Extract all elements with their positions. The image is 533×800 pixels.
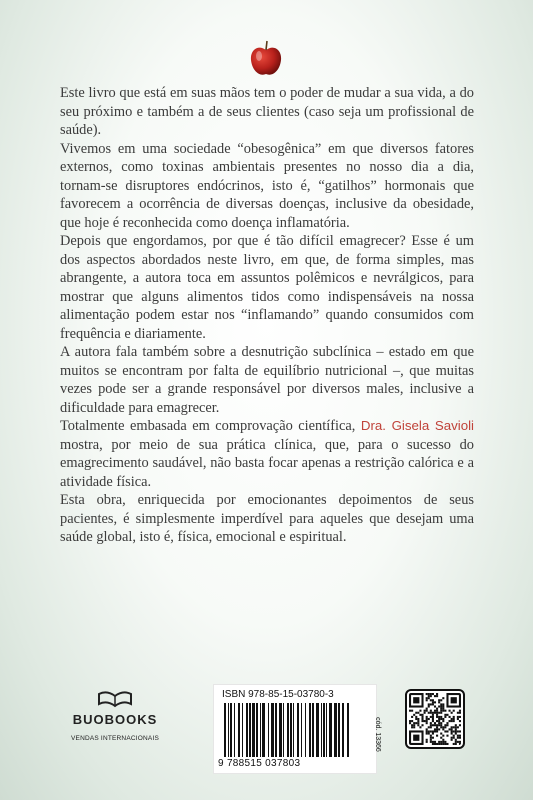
internal-code: cód. 13366 <box>373 717 381 752</box>
qr-module <box>411 726 413 728</box>
qr-module <box>438 722 440 724</box>
qr-module <box>426 697 428 699</box>
qr-module <box>430 699 432 701</box>
barcode-bar <box>316 703 319 757</box>
qr-module <box>457 741 459 743</box>
qr-module <box>430 724 432 726</box>
qr-module <box>446 730 448 732</box>
book-logo-icon <box>95 690 135 710</box>
qr-module <box>426 716 428 718</box>
qr-module <box>428 730 430 732</box>
qr-module <box>446 722 448 724</box>
qr-module <box>444 710 446 712</box>
qr-module <box>440 718 442 720</box>
qr-module <box>444 714 446 716</box>
qr-module <box>417 712 419 714</box>
qr-module <box>446 735 448 737</box>
qr-module <box>409 710 411 712</box>
qr-module <box>419 726 421 728</box>
qr-module <box>434 710 436 712</box>
qr-module <box>434 730 436 732</box>
qr-module <box>432 720 434 722</box>
qr-module <box>459 741 461 743</box>
qr-module <box>430 712 432 714</box>
qr-module <box>453 720 455 722</box>
qr-module <box>440 741 442 743</box>
paragraph-6: Esta obra, enriquecida por emocionantes depoimentos de seus pacientes, é simplesmente imperdível para aqueles que desejam uma saúde global, isto é, física, emocional e espiritual. <box>60 492 474 545</box>
qr-module <box>430 737 432 739</box>
qr-module <box>432 701 434 703</box>
qr-module <box>413 726 415 728</box>
qr-module <box>432 703 434 705</box>
qr-module <box>440 737 442 739</box>
qr-module <box>432 716 434 718</box>
qr-module <box>430 726 432 728</box>
barcode-bar <box>338 703 340 757</box>
qr-module <box>451 718 453 720</box>
qr-module <box>432 741 434 743</box>
paragraph-5-start: Totalmente embasada em comprovação científica, <box>60 418 361 434</box>
qr-module <box>442 739 444 741</box>
qr-module <box>459 712 461 714</box>
barcode-bar <box>342 703 344 757</box>
barcode-digits: 9 788515 037803 <box>218 758 301 769</box>
qr-module <box>428 705 430 707</box>
barcode-bar <box>275 703 277 757</box>
qr-module <box>457 718 459 720</box>
qr-module <box>426 720 428 722</box>
qr-module <box>430 735 432 737</box>
qr-module <box>459 735 461 737</box>
qr-module <box>430 722 432 724</box>
qr-module <box>453 735 455 737</box>
paragraph-1: Este livro que está em suas mãos tem o poder de mudar a sua vida, a do seu próximo e também a de seus clientes (caso seja um profissional de saúde). <box>60 85 474 138</box>
qr-module <box>455 743 457 745</box>
qr-module <box>453 730 455 732</box>
qr-module <box>442 741 444 743</box>
qr-module <box>426 710 428 712</box>
qr-module <box>428 718 430 720</box>
qr-module <box>434 705 436 707</box>
barcode-bars <box>222 703 352 757</box>
qr-module <box>442 720 444 722</box>
qr-module <box>446 724 448 726</box>
qr-module <box>432 718 434 720</box>
qr-module <box>440 743 442 745</box>
paragraph-4: A autora fala também sobre a desnutrição subclínica – estado em que muitos se encontram por falta de equilíbrio nutricional –, que muitas vezes pode ser a grande responsável por diversos males, inclusive a dificuldade para emagrecer. <box>60 344 474 416</box>
qr-module <box>426 722 428 724</box>
qr-module <box>455 741 457 743</box>
barcode-bar <box>246 703 248 757</box>
barcode-bar <box>249 703 251 757</box>
apple-icon <box>248 38 284 78</box>
qr-module <box>451 726 453 728</box>
barcode-bar <box>293 703 294 757</box>
qr-module <box>444 724 446 726</box>
barcode-bar <box>297 703 299 757</box>
qr-module <box>442 718 444 720</box>
qr-module <box>442 708 444 710</box>
qr-module <box>413 722 415 724</box>
qr-module <box>436 735 438 737</box>
barcode-bar <box>271 703 274 757</box>
qr-module <box>438 741 440 743</box>
qr-module <box>436 693 438 695</box>
qr-module <box>436 724 438 726</box>
qr-module <box>417 724 419 726</box>
qr-module <box>419 714 421 716</box>
qr-module <box>442 743 444 745</box>
paragraph-3: Depois que engordamos, por que é tão difícil emagrecer? Esse é um dos aspectos abordados neste livro, em que, de forma simples, mas abrangente, a autora toca em assuntos polêmicos e nevrálgicos, para mostrar que alguns alimentos tidos como indispensáveis na nossa alimentação podem estar nos “inflamando” quando consumidos com frequência e diariamente. <box>60 233 474 342</box>
qr-module <box>409 720 411 722</box>
barcode-bar <box>321 703 322 757</box>
qr-module <box>440 733 442 735</box>
qr-module <box>453 726 455 728</box>
qr-module <box>453 716 455 718</box>
qr-module <box>455 726 457 728</box>
qr-module <box>432 714 434 716</box>
qr-module <box>411 716 413 718</box>
qr-module <box>413 724 415 726</box>
qr-module <box>455 739 457 741</box>
qr-module <box>426 733 428 735</box>
qr-module <box>434 701 436 703</box>
qr-module <box>436 716 438 718</box>
barcode-bar <box>279 703 282 757</box>
qr-module <box>432 737 434 739</box>
qr-module <box>459 720 461 722</box>
paragraph-5 <box>60 417 474 491</box>
qr-module <box>415 716 417 718</box>
qr-module <box>442 735 444 737</box>
qr-module <box>451 730 453 732</box>
qr-module <box>451 728 453 730</box>
qr-module <box>415 718 417 720</box>
qr-module <box>459 730 461 732</box>
back-cover-text <box>60 84 474 547</box>
barcode-bar <box>329 703 332 757</box>
barcode-bar <box>238 703 240 757</box>
qr-module <box>459 737 461 739</box>
qr-module <box>413 714 415 716</box>
qr-module <box>430 710 432 712</box>
barcode-bar <box>230 703 232 757</box>
qr-module <box>451 739 453 741</box>
qr-module <box>438 712 440 714</box>
qr-module <box>440 703 442 705</box>
barcode-bar <box>301 703 302 757</box>
barcode-bar <box>256 703 258 757</box>
qr-module <box>432 733 434 735</box>
qr-module <box>434 722 436 724</box>
qr-module <box>428 703 430 705</box>
qr-module <box>419 710 421 712</box>
qr-module <box>449 728 451 730</box>
qr-module <box>417 718 419 720</box>
qr-module <box>430 716 432 718</box>
qr-module <box>436 714 438 716</box>
qr-module <box>453 718 455 720</box>
qr-module <box>434 712 436 714</box>
isbn-label: ISBN 978-85-15-03780-3 <box>222 689 334 700</box>
barcode-bar <box>312 703 314 757</box>
barcode-bar <box>347 703 349 757</box>
qr-module <box>440 724 442 726</box>
qr-module <box>442 728 444 730</box>
qr-module <box>426 699 428 701</box>
qr-module <box>428 712 430 714</box>
barcode-bar <box>287 703 289 757</box>
barcode-bar <box>326 703 327 757</box>
barcode-bar <box>323 703 325 757</box>
qr-module <box>459 716 461 718</box>
qr-module <box>440 699 442 701</box>
qr-module <box>444 730 446 732</box>
qr-module <box>415 712 417 714</box>
qr-module <box>457 726 459 728</box>
author-name: Dra. Gisela Savioli <box>360 418 475 433</box>
qr-module <box>426 730 428 732</box>
qr-module <box>421 724 423 726</box>
qr-module <box>436 728 438 730</box>
qr-module <box>451 733 453 735</box>
barcode-bar <box>290 703 292 757</box>
qr-finder <box>413 735 419 741</box>
qr-module <box>449 716 451 718</box>
qr-code-icon <box>405 689 465 749</box>
qr-module <box>457 735 459 737</box>
qr-module <box>434 741 436 743</box>
qr-module <box>442 705 444 707</box>
barcode-bar <box>224 703 226 757</box>
qr-module <box>430 703 432 705</box>
barcode-bar <box>252 703 255 757</box>
qr-module <box>424 710 426 712</box>
publisher-brand: BUOBOOKS <box>72 712 158 727</box>
qr-module <box>438 724 440 726</box>
qr-module <box>432 712 434 714</box>
qr-module <box>434 743 436 745</box>
paragraph-5-end: mostra, por meio de sua prática clínica, que, para o sucesso do emagrecimento saudável, não basta focar apenas a restrição calórica e a atividade física. <box>60 436 474 490</box>
qr-module <box>417 720 419 722</box>
qr-module <box>438 701 440 703</box>
qr-module <box>426 741 428 743</box>
qr-module <box>430 741 432 743</box>
barcode-bar <box>309 703 311 757</box>
barcode-bar <box>228 703 229 757</box>
qr-module <box>436 695 438 697</box>
barcode-panel <box>213 684 381 774</box>
qr-module <box>438 705 440 707</box>
qr-module <box>436 710 438 712</box>
qr-module <box>457 730 459 732</box>
qr-module <box>411 724 413 726</box>
qr-module <box>438 728 440 730</box>
qr-module <box>436 730 438 732</box>
qr-module <box>440 710 442 712</box>
qr-module <box>434 695 436 697</box>
qr-module <box>453 743 455 745</box>
qr-module <box>451 720 453 722</box>
qr-module <box>434 724 436 726</box>
qr-finder <box>451 697 457 703</box>
qr-module <box>444 743 446 745</box>
qr-module <box>440 708 442 710</box>
qr-module <box>432 724 434 726</box>
qr-module <box>421 720 423 722</box>
qr-module <box>409 722 411 724</box>
qr-module <box>440 722 442 724</box>
publisher-logo <box>70 690 160 750</box>
qr-module <box>436 708 438 710</box>
qr-module <box>411 720 413 722</box>
qr-module <box>442 710 444 712</box>
qr-module <box>449 720 451 722</box>
qr-module <box>430 693 432 695</box>
barcode-bar <box>234 703 235 757</box>
barcode-bar <box>334 703 337 757</box>
qr-module <box>428 733 430 735</box>
qr-module <box>451 737 453 739</box>
barcode-bar <box>283 703 284 757</box>
qr-module <box>426 739 428 741</box>
qr-module <box>453 737 455 739</box>
qr-module <box>455 724 457 726</box>
qr-module <box>432 743 434 745</box>
qr-module <box>457 712 459 714</box>
qr-module <box>438 716 440 718</box>
qr-module <box>440 705 442 707</box>
qr-module <box>432 693 434 695</box>
qr-module <box>455 728 457 730</box>
qr-module <box>440 712 442 714</box>
barcode-bar <box>268 703 269 757</box>
qr-module <box>444 716 446 718</box>
qr-module <box>432 730 434 732</box>
qr-module <box>428 697 430 699</box>
qr-module <box>436 743 438 745</box>
qr-module <box>442 703 444 705</box>
qr-module <box>444 726 446 728</box>
qr-module <box>457 716 459 718</box>
qr-module <box>436 726 438 728</box>
qr-module <box>426 718 428 720</box>
qr-module <box>446 714 448 716</box>
qr-module <box>430 730 432 732</box>
qr-module <box>440 716 442 718</box>
qr-module <box>442 726 444 728</box>
qr-module <box>432 699 434 701</box>
qr-module <box>455 733 457 735</box>
qr-module <box>459 724 461 726</box>
qr-module <box>421 718 423 720</box>
qr-module <box>424 712 426 714</box>
qr-module <box>421 716 423 718</box>
paragraph-2: Vivemos em uma sociedade “obesogênica” em que diversos fatores externos, como toxinas ambientais presentes no nosso dia a dia, tornam-se disruptores endócrinos, isto é, “gatilhos” hormonais que favorecem a ocorrência de diversas doenças, inclusive da obesidade, que hoje é reconhecida como doença inflamatória. <box>60 140 474 231</box>
qr-module <box>428 726 430 728</box>
qr-module <box>428 695 430 697</box>
barcode-bar <box>242 703 243 757</box>
qr-module <box>451 712 453 714</box>
qr-module <box>426 708 428 710</box>
qr-finder <box>413 697 419 703</box>
qr-module <box>442 697 444 699</box>
qr-module <box>438 718 440 720</box>
qr-module <box>426 728 428 730</box>
qr-module <box>421 714 423 716</box>
qr-module <box>434 728 436 730</box>
barcode-bar <box>305 703 306 757</box>
qr-module <box>444 741 446 743</box>
qr-module <box>455 730 457 732</box>
qr-module <box>449 710 451 712</box>
qr-module <box>415 722 417 724</box>
qr-module <box>459 710 461 712</box>
qr-module <box>430 695 432 697</box>
qr-module <box>438 699 440 701</box>
qr-module <box>426 693 428 695</box>
qr-module <box>436 720 438 722</box>
qr-module <box>430 739 432 741</box>
qr-module <box>453 710 455 712</box>
qr-module <box>438 720 440 722</box>
qr-module <box>438 743 440 745</box>
qr-module <box>428 693 430 695</box>
qr-module <box>446 743 448 745</box>
qr-module <box>457 737 459 739</box>
publisher-subtitle: VENDAS INTERNACIONAIS <box>71 735 159 742</box>
qr-module <box>417 722 419 724</box>
qr-module <box>459 743 461 745</box>
qr-module <box>411 710 413 712</box>
barcode-bar <box>260 703 261 757</box>
qr-module <box>436 712 438 714</box>
qr-module <box>424 720 426 722</box>
qr-module <box>440 726 442 728</box>
barcode-bar <box>262 703 265 757</box>
